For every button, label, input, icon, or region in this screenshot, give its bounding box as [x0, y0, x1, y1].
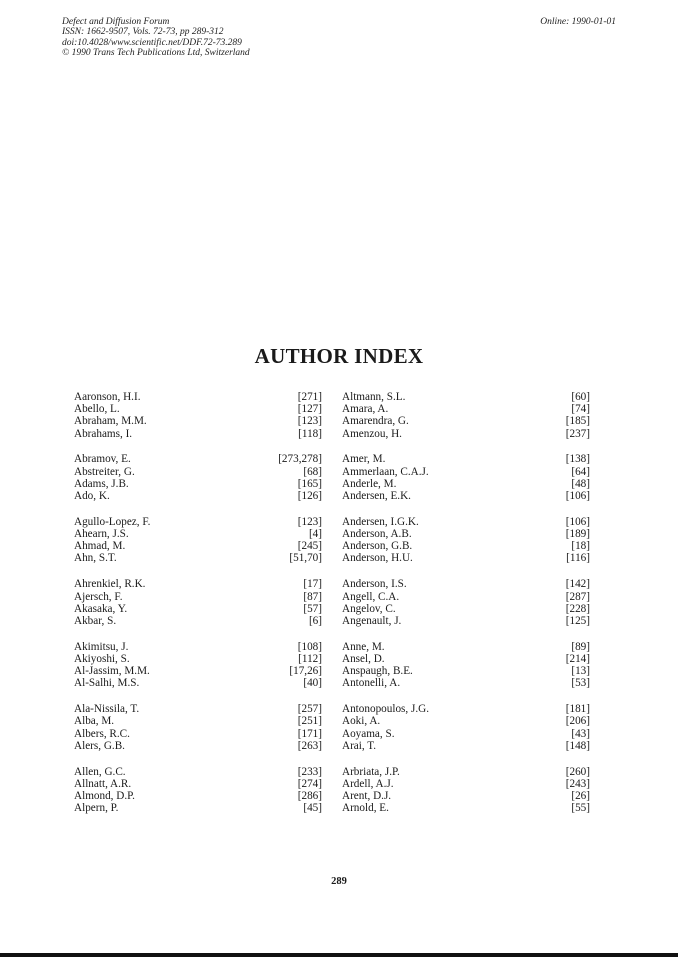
index-entry: [342, 677, 590, 689]
page-reference: [106]: [565, 515, 590, 528]
page-reference: [206]: [565, 715, 590, 728]
author-name: Abello, L.: [74, 403, 120, 416]
index-entry: [342, 641, 590, 653]
author-name: Akiyoshi, S.: [74, 652, 130, 665]
author-name: Andersen, I.G.K.: [342, 515, 419, 528]
author-name: Abrahams, I.: [74, 427, 133, 440]
index-entry: [342, 516, 590, 528]
author-name: Angell, C.A.: [342, 590, 400, 603]
page-reference: [45]: [303, 802, 322, 815]
index-entry: [74, 740, 322, 752]
page-reference: [6]: [308, 614, 322, 627]
page-reference: [40]: [303, 677, 322, 690]
page-reference: [260]: [565, 765, 590, 778]
index-entry: [342, 740, 590, 752]
author-name: Abstreiter, G.: [74, 465, 135, 478]
author-name: Anne, M.: [342, 640, 385, 653]
author-name: Anderson, H.U.: [342, 552, 413, 565]
page-reference: [57]: [303, 602, 322, 615]
author-name: Anderson, A.B.: [342, 528, 412, 541]
author-name: Alpern, P.: [74, 802, 119, 815]
author-name: Ajersch, F.: [74, 590, 123, 603]
index-group: [74, 516, 322, 565]
author-name: Alers, G.B.: [74, 739, 125, 752]
author-name: Arnold, E.: [342, 802, 389, 815]
index-group: [342, 641, 590, 690]
index-entry: [74, 415, 322, 427]
page-reference: [17]: [303, 578, 322, 591]
page-reference: [228]: [565, 602, 590, 615]
page-reference: [53]: [571, 677, 590, 690]
index-entry: [74, 677, 322, 689]
index-entry: [74, 528, 322, 540]
page-reference: [51,70]: [289, 552, 322, 565]
index-entry: [342, 391, 590, 403]
online-date: Online: 1990-01-01: [540, 17, 616, 27]
author-name: Agullo-Lopez, F.: [74, 515, 151, 528]
page-reference: [64]: [571, 465, 590, 478]
index-entry: [74, 615, 322, 627]
page-title: AUTHOR INDEX: [254, 344, 424, 368]
index-entry: [342, 615, 590, 627]
index-entry: [342, 653, 590, 665]
author-name: Akasaka, Y.: [74, 602, 128, 615]
page-reference: [245]: [297, 540, 322, 553]
author-name: Ado, K.: [74, 490, 110, 502]
page-reference: [118]: [298, 427, 322, 440]
index-entry: [74, 728, 322, 740]
author-name: Arai, T.: [342, 739, 377, 752]
index-entry: [74, 490, 322, 502]
page-reference: [68]: [303, 465, 322, 478]
index-entry: [342, 603, 590, 615]
index-entry: [342, 528, 590, 540]
page-reference: [251]: [297, 715, 322, 728]
author-name: Ahmad, M.: [74, 540, 126, 553]
copyright-line: © 1990 Trans Tech Publications Ltd, Switzerland: [62, 48, 250, 59]
index-entry: [74, 552, 322, 564]
index-group: [342, 391, 590, 440]
index-entry: [74, 428, 322, 440]
index-entry: [342, 552, 590, 564]
author-name: Allnatt, A.R.: [74, 777, 132, 790]
author-name: Adams, J.B.: [74, 477, 129, 490]
page-number: 289: [331, 876, 347, 887]
author-name: Aaronson, H.I.: [74, 391, 141, 403]
author-name: Antonelli, A.: [342, 677, 401, 690]
author-name: Almond, D.P.: [74, 790, 135, 802]
author-name: Amenzou, H.: [342, 427, 402, 440]
index-entry: [342, 591, 590, 603]
index-group: [342, 578, 590, 627]
author-name: Akimitsu, J.: [74, 640, 129, 653]
index-group: [74, 453, 322, 502]
author-name: Abraham, M.M.: [74, 415, 147, 428]
index-entry: [74, 715, 322, 727]
index-entry: [342, 415, 590, 427]
page-reference: [87]: [303, 590, 322, 603]
author-name: Altmann, S.L.: [342, 391, 406, 403]
page-reference: [108]: [297, 640, 322, 653]
index-entry: [74, 653, 322, 665]
page-reference: [274]: [297, 777, 322, 790]
index-group: [74, 766, 322, 815]
index-entry: [74, 778, 322, 790]
author-name: Ahrenkiel, R.K.: [74, 578, 146, 591]
index-entry: [342, 665, 590, 677]
page-reference: [89]: [571, 640, 590, 653]
page-reference: [243]: [565, 777, 590, 790]
author-name: Ansel, D.: [342, 652, 385, 665]
index-entry: [74, 466, 322, 478]
index-entry: [342, 728, 590, 740]
page-reference: [43]: [571, 727, 590, 740]
author-name: Aoyama, S.: [342, 727, 395, 740]
author-name: Ammerlaan, C.A.J.: [342, 465, 429, 478]
index-entry: [342, 428, 590, 440]
index-entry: [74, 403, 322, 415]
author-name: Angenault, J.: [342, 614, 402, 627]
index-entry: [342, 466, 590, 478]
page-reference: [148]: [565, 739, 590, 752]
page-reference: [273,278]: [278, 453, 322, 466]
author-name: Ahearn, J.S.: [74, 528, 129, 541]
index-entry: [74, 591, 322, 603]
author-name: Allen, G.C.: [74, 765, 126, 778]
page-reference: [17,26]: [289, 665, 322, 678]
page-reference: [237]: [565, 427, 590, 440]
journal-name: Defect and Diffusion Forum: [62, 17, 170, 27]
index-entry: [342, 453, 590, 465]
author-name: Amarendra, G.: [342, 415, 409, 428]
issn-line: ISSN: 1662-9507, Vols. 72-73, pp 289-312: [62, 27, 224, 38]
index-entry: [74, 703, 322, 715]
index-group: [342, 703, 590, 752]
index-entry: [342, 490, 590, 502]
doi-line: doi:10.4028/www.scientific.net/DDF.72-73.289: [62, 37, 242, 48]
index-entry: [74, 790, 322, 802]
author-name: Ahn, S.T.: [74, 552, 117, 565]
index-entry: [74, 641, 322, 653]
author-name: Anderson, I.S.: [342, 578, 407, 591]
index-group: [74, 641, 322, 690]
index-entry: [74, 802, 322, 814]
author-name: Antonopoulos, J.G.: [342, 703, 430, 716]
author-name: Arent, D.J.: [342, 790, 392, 802]
index-entry: [74, 453, 322, 465]
author-name: Anderson, G.B.: [342, 540, 413, 553]
index-column-left: [74, 391, 322, 828]
page-reference: [286]: [297, 790, 322, 802]
author-name: Ala-Nissila, T.: [74, 703, 140, 716]
page-reference: [116]: [566, 552, 590, 565]
author-name: Al-Salhi, M.S.: [74, 677, 140, 690]
page-reference: [165]: [297, 477, 322, 490]
author-name: Abramov, E.: [74, 453, 131, 466]
page-reference: [181]: [565, 703, 590, 716]
page-reference: [4]: [308, 528, 322, 541]
index-column-right: [342, 391, 590, 828]
page-reference: [125]: [565, 614, 590, 627]
index-group: [74, 391, 322, 440]
index-entry: [74, 540, 322, 552]
author-name: Andersen, E.K.: [342, 490, 411, 502]
index-entry: [74, 391, 322, 403]
page-reference: [106]: [565, 490, 590, 502]
page-reference: [185]: [565, 415, 590, 428]
index-entry: [342, 703, 590, 715]
page-reference: [126]: [297, 490, 322, 502]
page-reference: [26]: [571, 790, 590, 802]
author-name: Al-Jassim, M.M.: [74, 665, 150, 678]
page-reference: [18]: [571, 540, 590, 553]
author-name: Ardell, A.J.: [342, 777, 394, 790]
page-reference: [257]: [297, 703, 322, 716]
author-name: Amer, M.: [342, 453, 386, 466]
page-reference: [123]: [297, 515, 322, 528]
page-reference: [55]: [571, 802, 590, 815]
index-entry: [74, 603, 322, 615]
index-group: [342, 766, 590, 815]
author-name: Anspaugh, B.E.: [342, 665, 413, 678]
index-entry: [342, 478, 590, 490]
index-entry: [342, 540, 590, 552]
page-reference: [287]: [565, 590, 590, 603]
page-reference: [214]: [565, 652, 590, 665]
index-entry: [342, 802, 590, 814]
author-name: Angelov, C.: [342, 602, 396, 615]
index-entry: [342, 778, 590, 790]
index-entry: [74, 516, 322, 528]
page-reference: [189]: [565, 528, 590, 541]
page-reference: [233]: [297, 765, 322, 778]
index-entry: [342, 766, 590, 778]
author-name: Aoki, A.: [342, 715, 381, 728]
page-reference: [60]: [571, 391, 590, 403]
page-reference: [13]: [571, 665, 590, 678]
page-reference: [138]: [565, 453, 590, 466]
page-reference: [127]: [297, 403, 322, 416]
index-group: [342, 516, 590, 565]
journal-header: [62, 17, 250, 59]
page-reference: [142]: [565, 578, 590, 591]
author-name: Akbar, S.: [74, 614, 117, 627]
author-name: Amara, A.: [342, 403, 389, 416]
author-name: Anderle, M.: [342, 477, 397, 490]
index-entry: [342, 403, 590, 415]
page-reference: [112]: [298, 652, 322, 665]
index-entry: [342, 578, 590, 590]
page-reference: [271]: [297, 391, 322, 403]
page-reference: [263]: [297, 739, 322, 752]
index-entry: [74, 766, 322, 778]
index-entry: [74, 478, 322, 490]
index-entry: [342, 790, 590, 802]
index-entry: [342, 715, 590, 727]
author-name: Alba, M.: [74, 715, 115, 728]
index-entry: [74, 665, 322, 677]
index-entry: [74, 578, 322, 590]
index-group: [74, 578, 322, 627]
author-name: Arbriata, J.P.: [342, 765, 400, 778]
index-group: [342, 453, 590, 502]
page-reference: [171]: [297, 727, 322, 740]
page-reference: [123]: [297, 415, 322, 428]
page-reference: [74]: [571, 403, 590, 416]
bottom-rule: [0, 953, 678, 957]
index-group: [74, 703, 322, 752]
page-reference: [48]: [571, 477, 590, 490]
author-name: Albers, R.C.: [74, 727, 130, 740]
